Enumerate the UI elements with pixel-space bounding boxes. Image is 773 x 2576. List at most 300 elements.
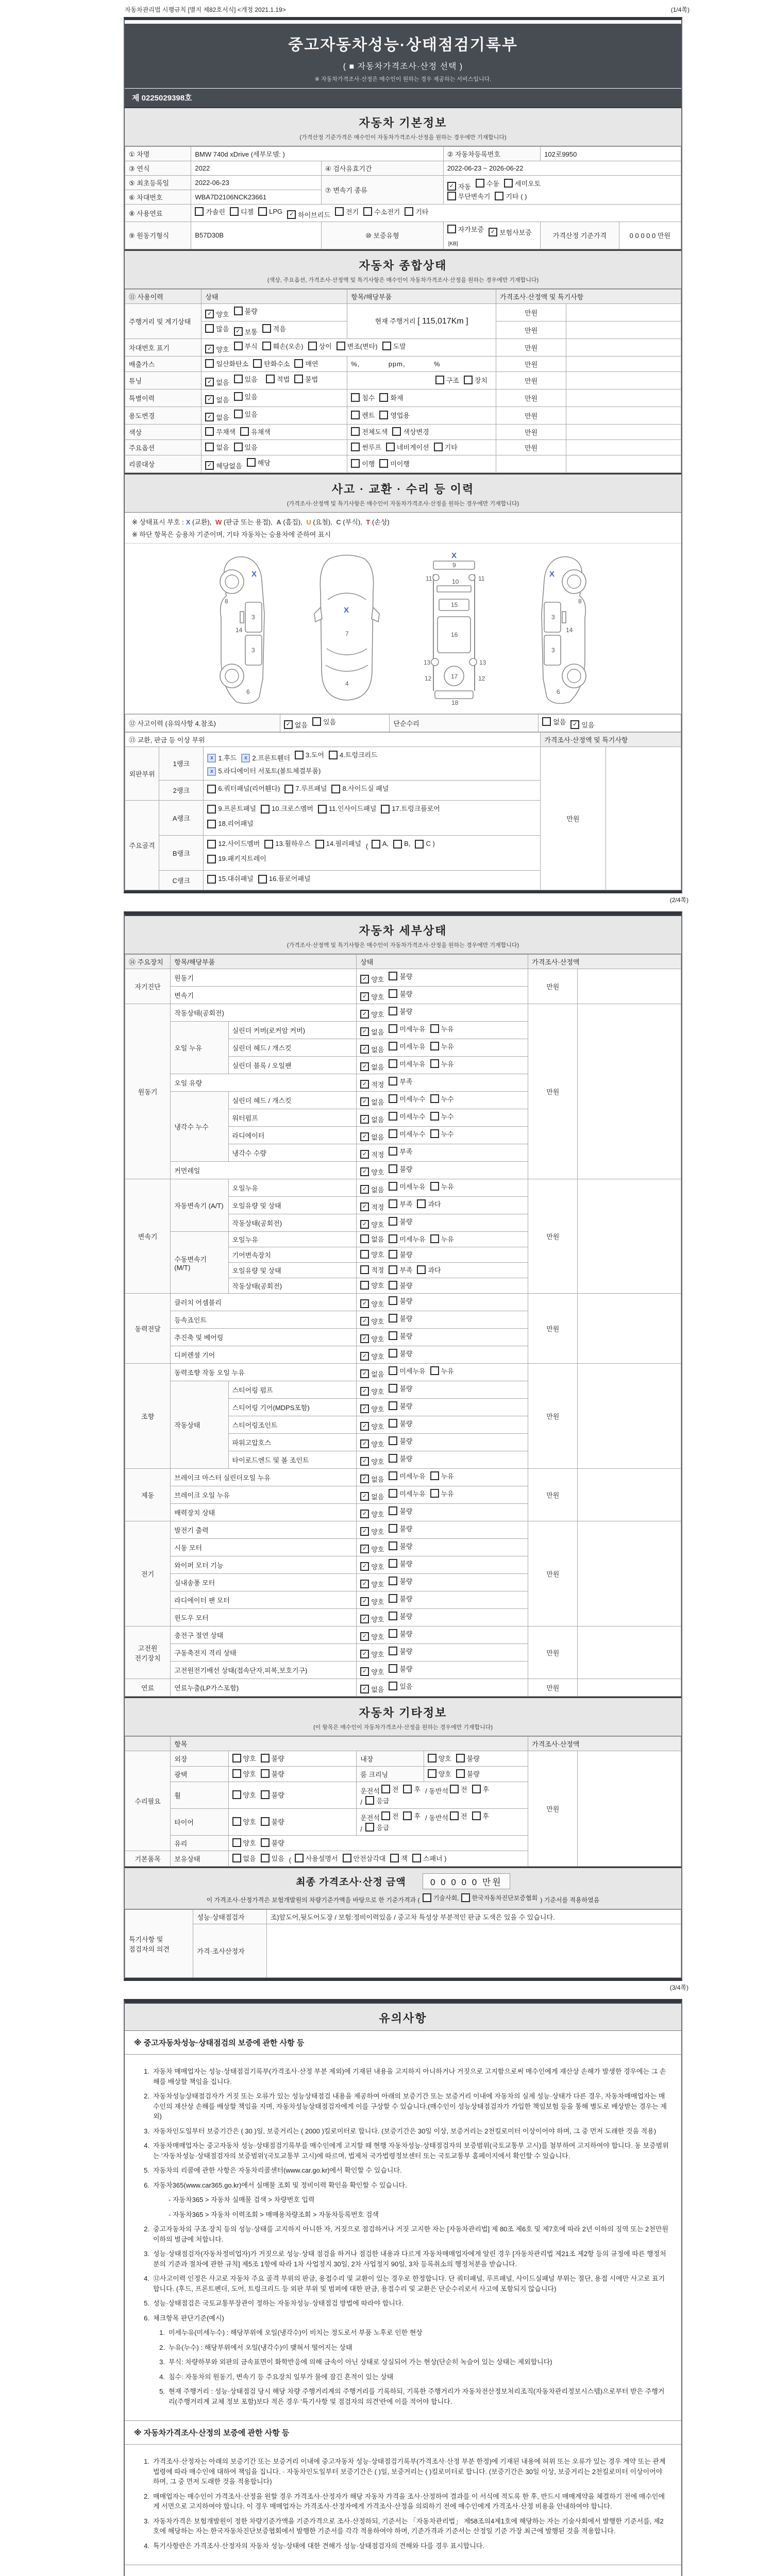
part-label: 실린더 블록 / 오일팬 [228, 1057, 357, 1074]
checkbox-option[interactable] [351, 442, 381, 452]
option-label: 적정 [371, 1151, 384, 1159]
checkbox-option[interactable] [253, 359, 290, 368]
svg-text:4: 4 [345, 680, 349, 687]
notice-item-number: 2. [144, 2092, 149, 2100]
checkbox-option[interactable] [360, 1219, 384, 1229]
checkbox-option[interactable] [360, 1149, 384, 1159]
checkbox-option[interactable] [389, 1146, 412, 1156]
checkbox-option[interactable] [294, 359, 318, 368]
transmission-label: ⑦ 변속기 종류 [322, 176, 444, 205]
room-cleaning-checks [424, 1767, 528, 1782]
option-label: 불량 [244, 307, 258, 315]
option-label: 없음 [371, 1186, 384, 1194]
color-label: 색상 [125, 424, 201, 439]
option-label: 부족 [399, 1200, 413, 1209]
checkbox-option[interactable] [430, 1041, 454, 1051]
checkbox-option[interactable] [360, 1132, 384, 1142]
option-label: 양호 [243, 1770, 256, 1778]
unchecked-box-icon [472, 1785, 481, 1793]
checkbox-option[interactable] [205, 344, 229, 354]
option-label: 누수 [441, 1113, 454, 1121]
checkbox-option[interactable] [261, 1753, 284, 1763]
checkbox-option[interactable] [389, 1331, 412, 1341]
checkbox-option[interactable] [234, 374, 258, 384]
option-label: 도말 [393, 342, 406, 350]
checkbox-option[interactable] [266, 374, 290, 384]
checkbox-option[interactable] [205, 377, 229, 387]
checkbox-option[interactable] [363, 207, 400, 216]
checkbox-option[interactable] [428, 1753, 451, 1763]
checkbox-option[interactable] [207, 818, 253, 831]
checkbox-option[interactable] [389, 1436, 412, 1446]
checkbox-option[interactable] [389, 1366, 425, 1376]
checkbox-option[interactable] [360, 1299, 384, 1309]
part-label: 실린더 헤드 / 개스킷 [228, 1092, 357, 1109]
device-group-label: 조향 [125, 1364, 171, 1469]
checked-box-icon: ✓ [360, 1369, 369, 1378]
checkbox-option[interactable] [450, 1784, 467, 1794]
option-label: 불량 [399, 1420, 413, 1428]
part-label: 오일유량 및 상태 [228, 1197, 357, 1214]
checkbox-option[interactable] [389, 1488, 425, 1498]
checkbox-option[interactable] [315, 838, 361, 851]
checkbox-option[interactable] [389, 1576, 412, 1586]
option-label: 불량 [399, 1315, 413, 1323]
checkbox-option[interactable] [389, 1646, 412, 1656]
checkbox-option[interactable] [360, 1632, 384, 1641]
checkbox-option[interactable] [381, 1811, 399, 1821]
warranty-checks [443, 222, 541, 249]
checkbox-option[interactable] [360, 1202, 384, 1212]
unchecked-box-icon [335, 207, 344, 216]
checkbox-option[interactable] [360, 1062, 384, 1072]
checked-box-icon: ✓ [360, 1650, 369, 1658]
checkbox-option[interactable] [423, 1893, 459, 1902]
checkbox-option[interactable] [234, 327, 258, 336]
checkbox-option[interactable] [360, 1027, 384, 1037]
unchecked-box-icon [261, 1817, 270, 1826]
checkbox-option[interactable] [389, 1629, 412, 1638]
option-label: 누유 [441, 1472, 454, 1481]
option-label: 양호 [371, 1405, 384, 1414]
checkbox-option[interactable] [351, 459, 375, 468]
option-label: 렌트 [362, 411, 375, 419]
checkbox-option[interactable] [435, 375, 459, 385]
checkbox-option[interactable] [207, 752, 237, 765]
checkbox-option[interactable] [389, 1199, 412, 1209]
checkbox-option[interactable] [389, 1181, 425, 1191]
unchecked-box-icon [389, 1059, 397, 1068]
checkbox-option[interactable] [434, 442, 458, 452]
checkbox-option[interactable] [430, 1488, 454, 1498]
main-option-label: 주요옵션 [125, 439, 201, 455]
checkbox-option[interactable] [472, 1784, 490, 1794]
unchecked-box-icon [207, 875, 216, 884]
checkbox-option[interactable] [389, 1129, 425, 1139]
checkbox-option[interactable] [232, 1769, 256, 1778]
checkbox-option[interactable] [504, 178, 541, 188]
checkbox-option[interactable] [379, 393, 403, 402]
checkbox-option[interactable] [430, 1059, 454, 1069]
checkbox-option[interactable] [360, 1597, 384, 1606]
warranty-insurer-note: [KB] [448, 241, 458, 247]
checkbox-option[interactable] [351, 393, 375, 402]
checkbox-option[interactable] [331, 783, 389, 795]
option-label: 미이행 [390, 460, 410, 468]
checkbox-option[interactable] [312, 717, 336, 726]
checkbox-option[interactable] [476, 178, 499, 188]
checkbox-option[interactable] [389, 1234, 425, 1244]
checkbox-option[interactable] [360, 1667, 384, 1676]
wheel-label: 휠 [171, 1782, 228, 1809]
unchecked-box-icon [253, 359, 262, 368]
checkbox-option[interactable] [428, 1769, 451, 1778]
unchecked-box-icon [389, 1384, 397, 1393]
checkbox-option[interactable] [405, 207, 428, 216]
svg-text:18: 18 [451, 699, 459, 705]
checkbox-option[interactable] [430, 1094, 454, 1104]
checkbox-option[interactable] [381, 1784, 399, 1794]
checkbox-option[interactable] [360, 1404, 384, 1414]
notice-item-text: 특기사항란은 가격조사·산정자의 자동차 성능·상태에 대한 견해가 성능·상태점검자의 견해와 다를 경우 표시합니다. [153, 2541, 484, 2550]
notice-item-text: 자동차가격은 보험개발원이 정한 차량기준가액을 기준가격으로 조사·산정하되, 기준서는 「자동차관리법」 제58조의4제1호에 해당하는 자는 기술사회에서 발행한 기준서를, 제2호에 해당하는 자는 한국자동차진단보증협회에서 발행한 기준서를 각각 적용하여야 하며, 기준가격과 기준서는 산정일 기준 가장 최근에 발행된 것을 적용합니다. [153, 2517, 664, 2535]
checkbox-option[interactable] [258, 873, 311, 886]
option-label: 자동 [458, 182, 471, 191]
svg-text:17: 17 [451, 672, 458, 680]
unchecked-box-icon [472, 1811, 481, 1820]
checkbox-option[interactable] [464, 375, 488, 385]
checkbox-option[interactable] [389, 1164, 412, 1174]
option-label: 누유 [441, 1025, 454, 1033]
checked-box-icon: ✓ [360, 1615, 369, 1623]
checkbox-option[interactable] [295, 749, 324, 762]
checkbox-option[interactable] [205, 427, 236, 436]
checkbox-option[interactable] [447, 181, 471, 191]
checkbox-option[interactable] [472, 1811, 490, 1821]
checkbox-option[interactable] [360, 1562, 384, 1571]
checkbox-option[interactable] [360, 1249, 384, 1259]
checkbox-option[interactable] [205, 412, 229, 422]
checkbox-option[interactable] [232, 1753, 256, 1763]
option-label: 수소전기 [374, 208, 400, 216]
unchecked-box-icon [315, 840, 324, 849]
checkbox-option[interactable] [360, 1386, 384, 1396]
checkbox-option[interactable] [207, 873, 253, 886]
checkbox-option[interactable] [234, 306, 258, 316]
checkbox-option[interactable] [389, 1111, 425, 1121]
checkbox-option[interactable] [207, 803, 256, 816]
unchecked-box-icon [261, 1769, 270, 1778]
checkbox-option[interactable] [335, 207, 359, 216]
checkbox-option[interactable] [489, 227, 532, 237]
checkbox-option[interactable] [205, 442, 229, 452]
checkbox-option[interactable] [393, 838, 410, 851]
checkbox-option[interactable] [430, 1129, 454, 1139]
checkbox-option[interactable] [360, 1079, 384, 1089]
odometer-value: [ 115,017Km ] [417, 317, 468, 326]
checkbox-option[interactable] [205, 461, 242, 470]
checkbox-option[interactable] [360, 1544, 384, 1554]
unchecked-box-icon [428, 1769, 436, 1778]
checkbox-option[interactable] [205, 359, 248, 368]
checkbox-option[interactable] [389, 1558, 412, 1568]
option-label: 일산화탄소 [216, 360, 249, 368]
checkbox-option[interactable] [207, 838, 260, 851]
part-label: 동력조향 작동 오일 누유 [171, 1364, 357, 1381]
unchecked-box-icon [389, 1265, 397, 1274]
checkbox-option[interactable] [570, 720, 594, 730]
status-checks [357, 1539, 528, 1556]
status-checks [357, 1504, 528, 1521]
checkbox-option[interactable] [360, 1316, 384, 1326]
unchecked-box-icon [205, 359, 214, 368]
unchecked-box-icon [295, 1854, 304, 1862]
checkbox-option[interactable] [287, 210, 330, 219]
checkbox-option[interactable] [389, 1594, 412, 1603]
simple-repair-checks [539, 714, 681, 732]
checkbox-option[interactable] [258, 207, 282, 216]
checkbox-option[interactable] [389, 1523, 412, 1533]
option-label: 전 [460, 1786, 467, 1794]
checkbox-option[interactable] [232, 1853, 256, 1863]
checkbox-option[interactable] [542, 717, 566, 726]
checkbox-option[interactable] [389, 1453, 412, 1463]
checkbox-option[interactable] [360, 1456, 384, 1466]
checkbox-option[interactable] [417, 1199, 441, 1209]
checkbox-option[interactable] [360, 1421, 384, 1431]
checkbox-option[interactable] [207, 853, 266, 866]
checkbox-option[interactable] [415, 838, 434, 851]
checkbox-option[interactable] [365, 1795, 389, 1805]
checkbox-option[interactable] [205, 324, 229, 333]
checkbox-option[interactable] [360, 1509, 384, 1519]
checkbox-option[interactable] [360, 1527, 384, 1536]
checkbox-option[interactable] [430, 1366, 454, 1376]
part-label: 디퍼렌셜 기어 [171, 1346, 357, 1364]
checked-box-icon: ✓ [360, 1220, 369, 1229]
checkbox-option[interactable] [360, 1614, 384, 1624]
checkbox-option[interactable] [360, 1280, 384, 1290]
unchecked-box-icon [430, 1182, 439, 1191]
option-label: 없음 [371, 1046, 384, 1054]
checkbox-option[interactable] [360, 992, 384, 1002]
checkbox-option[interactable] [360, 1234, 384, 1244]
section-title: 자동차 기타정보 [359, 1706, 447, 1720]
unchecked-box-icon [405, 207, 413, 216]
svg-text:13: 13 [424, 658, 431, 666]
checkbox-option[interactable] [403, 1784, 421, 1794]
checkbox-option[interactable] [389, 1006, 412, 1016]
checkbox-option[interactable] [360, 974, 384, 984]
checkbox-option[interactable] [360, 1044, 384, 1054]
part-label: 고전원전기배선 상태(접속단자,피복,보호기구) [171, 1662, 357, 1679]
checkbox-option[interactable] [261, 1817, 284, 1826]
price-cell: 만원 [496, 356, 566, 371]
checkbox-option[interactable] [450, 1811, 467, 1821]
checkbox-option[interactable] [389, 971, 412, 981]
checkbox-option[interactable] [389, 1418, 412, 1428]
checkbox-option[interactable] [337, 341, 378, 351]
checkbox-option[interactable] [261, 1769, 284, 1778]
checkbox-option[interactable] [360, 1009, 384, 1019]
checkbox-option[interactable] [351, 427, 388, 436]
checkbox-option[interactable] [389, 1076, 412, 1086]
checkbox-option[interactable] [230, 207, 254, 216]
checkbox-option[interactable] [232, 1817, 256, 1826]
checkbox-option[interactable] [343, 1853, 386, 1863]
remark-cell [606, 747, 681, 890]
checkbox-option[interactable] [295, 1853, 338, 1863]
checkbox-option[interactable] [207, 765, 321, 778]
unchecked-box-icon [205, 324, 214, 333]
option-label: 없음 [371, 1686, 384, 1694]
option-label: 전 [460, 1812, 467, 1821]
checkbox-option[interactable] [389, 1611, 412, 1621]
checkbox-option[interactable] [447, 224, 484, 234]
checkbox-option[interactable] [360, 1334, 384, 1344]
checked-box-icon: ✓ [287, 210, 296, 219]
checkbox-option[interactable] [495, 191, 527, 201]
checkbox-option[interactable] [351, 410, 375, 420]
checkbox-option[interactable] [240, 427, 271, 436]
checkbox-option[interactable] [247, 457, 271, 467]
vin-value: WBA7D2106NCK23661 [191, 190, 322, 205]
checkbox-option[interactable] [365, 1822, 389, 1832]
table-row [125, 147, 681, 161]
checkbox-option[interactable] [379, 459, 410, 468]
checkbox-option[interactable] [382, 341, 406, 351]
checkbox-option[interactable] [412, 1853, 447, 1863]
checkbox-option[interactable] [430, 1111, 454, 1121]
checkbox-option[interactable] [379, 410, 410, 420]
unchecked-box-icon [205, 427, 214, 436]
detail-row [125, 1521, 681, 1539]
remark-cell [578, 1294, 681, 1364]
checkbox-option[interactable] [360, 1684, 384, 1694]
checkbox-option[interactable] [386, 442, 429, 452]
checkbox-option[interactable] [360, 1097, 384, 1107]
notice-item-number: 5. [144, 2166, 149, 2175]
checkbox-option[interactable] [264, 838, 310, 851]
checkbox-option[interactable] [234, 392, 258, 401]
checkbox-option[interactable] [262, 324, 286, 333]
checkbox-option[interactable] [360, 1184, 384, 1194]
checkbox-option[interactable] [207, 783, 280, 795]
checkbox-option[interactable] [261, 803, 313, 816]
checkbox-option[interactable] [232, 1790, 256, 1800]
checkbox-option[interactable] [294, 374, 318, 384]
checkbox-option[interactable] [360, 1351, 384, 1361]
checkbox-option[interactable] [205, 395, 229, 404]
checkbox-option[interactable] [195, 207, 225, 216]
checkbox-option[interactable] [389, 989, 412, 998]
checkbox-option[interactable] [234, 442, 258, 452]
checkbox-option[interactable] [447, 191, 491, 201]
checkbox-option[interactable] [360, 1369, 384, 1379]
status-checks [357, 1179, 528, 1197]
checked-box-icon: ✓ [360, 1545, 369, 1553]
checkbox-option[interactable] [234, 409, 258, 419]
unchecked-box-icon [435, 376, 444, 384]
checkbox-option[interactable] [389, 1249, 412, 1259]
checkbox-option[interactable] [360, 1265, 384, 1275]
option-label: 미세누유 [399, 1490, 426, 1498]
checkbox-option[interactable] [403, 1811, 421, 1821]
rankB-label: B랭크 [159, 835, 204, 870]
checkbox-option[interactable] [360, 1114, 384, 1124]
checkbox-option[interactable] [360, 1579, 384, 1589]
checkbox-option[interactable] [360, 1474, 384, 1484]
checkbox-option[interactable] [390, 1853, 408, 1863]
checkbox-option[interactable] [389, 1383, 412, 1393]
checkbox-option[interactable] [461, 1893, 538, 1902]
checkbox-option[interactable] [261, 1838, 284, 1848]
checkbox-option[interactable] [372, 838, 389, 851]
checkbox-option[interactable] [308, 341, 332, 351]
unchecked-box-icon [461, 1893, 470, 1902]
checkbox-option[interactable] [389, 1506, 412, 1516]
checkbox-option[interactable] [389, 1681, 412, 1691]
checkbox-option[interactable] [234, 341, 258, 351]
checkbox-option[interactable] [456, 1753, 480, 1763]
checkbox-option[interactable] [389, 1313, 412, 1323]
checkbox-option[interactable] [360, 1649, 384, 1659]
checkbox-option[interactable] [360, 1167, 384, 1177]
checkbox-option[interactable] [392, 427, 429, 436]
checkbox-option[interactable] [430, 1471, 454, 1481]
checkbox-option[interactable] [284, 783, 327, 795]
checkbox-option[interactable] [261, 1853, 284, 1863]
option-label: 누유 [441, 1367, 454, 1376]
checkbox-option[interactable] [318, 803, 376, 816]
checkbox-option[interactable] [389, 1296, 412, 1306]
checkbox-option[interactable] [389, 1348, 412, 1358]
checkbox-option[interactable] [389, 1059, 425, 1069]
checkbox-option[interactable] [205, 309, 229, 319]
checkbox-option[interactable] [329, 749, 378, 762]
checkbox-option[interactable] [389, 1024, 425, 1033]
checkbox-option[interactable] [284, 720, 308, 730]
checkbox-option[interactable] [389, 1094, 425, 1104]
checkbox-option[interactable] [261, 1790, 284, 1800]
checkbox-option[interactable] [360, 1439, 384, 1449]
state-symbol-legend [125, 513, 681, 544]
checkbox-option[interactable] [430, 1181, 454, 1191]
checkbox-option[interactable] [417, 1265, 441, 1275]
checkbox-option[interactable] [456, 1769, 480, 1778]
checkbox-option[interactable] [360, 1492, 384, 1501]
checkbox-option[interactable] [389, 1471, 425, 1481]
checkbox-option[interactable] [389, 1541, 412, 1551]
notice-item-number: 3. [144, 2517, 149, 2525]
checkbox-option[interactable] [430, 1234, 454, 1244]
part-label: 시동 모터 [171, 1539, 357, 1556]
checkbox-option[interactable] [232, 1838, 256, 1848]
checkbox-option[interactable] [389, 1280, 412, 1290]
checkbox-option[interactable] [389, 1265, 412, 1275]
checkbox-option[interactable] [389, 1401, 412, 1411]
notice-item [136, 2328, 670, 2338]
checkbox-option[interactable] [430, 1024, 454, 1033]
checkbox-option[interactable] [262, 341, 304, 351]
checkbox-option[interactable] [389, 1216, 412, 1226]
checkbox-option[interactable] [381, 803, 440, 816]
engine-type-label: ⑨ 원동기형식 [125, 222, 191, 249]
checkbox-option[interactable] [389, 1041, 425, 1051]
document-title-zone [125, 24, 681, 89]
checkbox-option[interactable] [241, 752, 290, 765]
checkbox-option[interactable] [389, 1664, 412, 1673]
